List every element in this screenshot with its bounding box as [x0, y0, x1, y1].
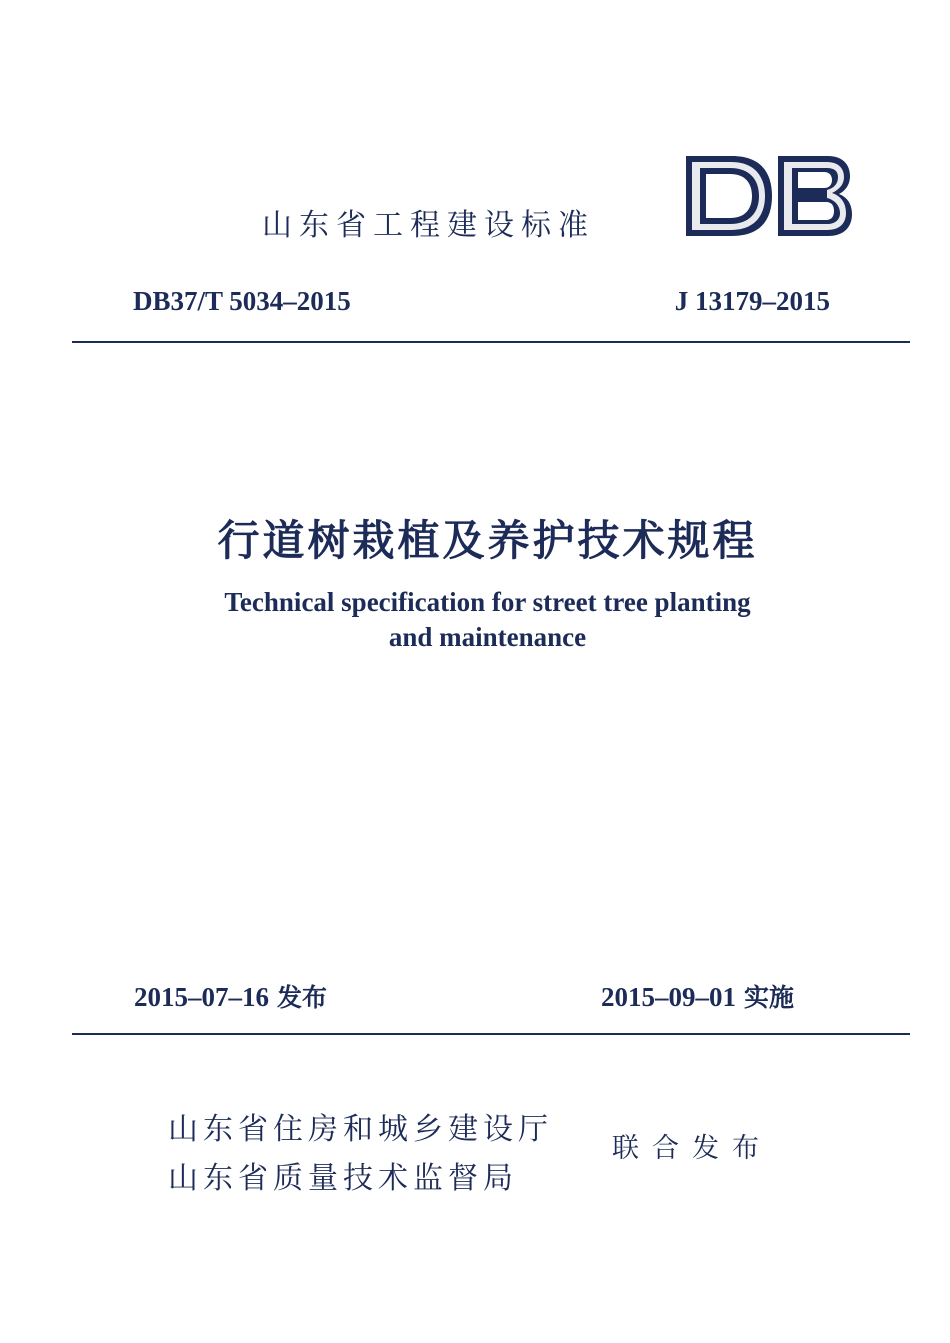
standard-type: 山东省工程建设标准 — [262, 208, 595, 243]
issuer-housing-department: 山东省住房和城乡建设厅 — [168, 1112, 553, 1147]
title-chinese: 行道树栽植及养护技术规程 — [217, 516, 758, 565]
effective-label: 实施 — [744, 983, 795, 1012]
joint-publish-label: 联合发布 — [612, 1133, 772, 1164]
publish-date: 2015–07–16 — [134, 982, 269, 1012]
publish-date-block — [134, 978, 327, 1014]
effective-date-block — [601, 978, 794, 1014]
db-logo — [684, 152, 854, 240]
standard-number: DB37/T 5034–2015 — [133, 286, 351, 316]
record-number: J 13179–2015 — [674, 286, 830, 316]
publish-label: 发布 — [277, 983, 328, 1012]
title-english — [0, 585, 950, 655]
title-english-line-1: Technical specification for street tree planting — [224, 587, 751, 617]
effective-date: 2015–09–01 — [601, 982, 736, 1012]
top-divider — [72, 341, 910, 343]
bottom-divider — [72, 1033, 910, 1035]
issuer-quality-bureau: 山东省质量技术监督局 — [168, 1161, 518, 1196]
title-english-line-2: and maintenance — [388, 622, 587, 652]
